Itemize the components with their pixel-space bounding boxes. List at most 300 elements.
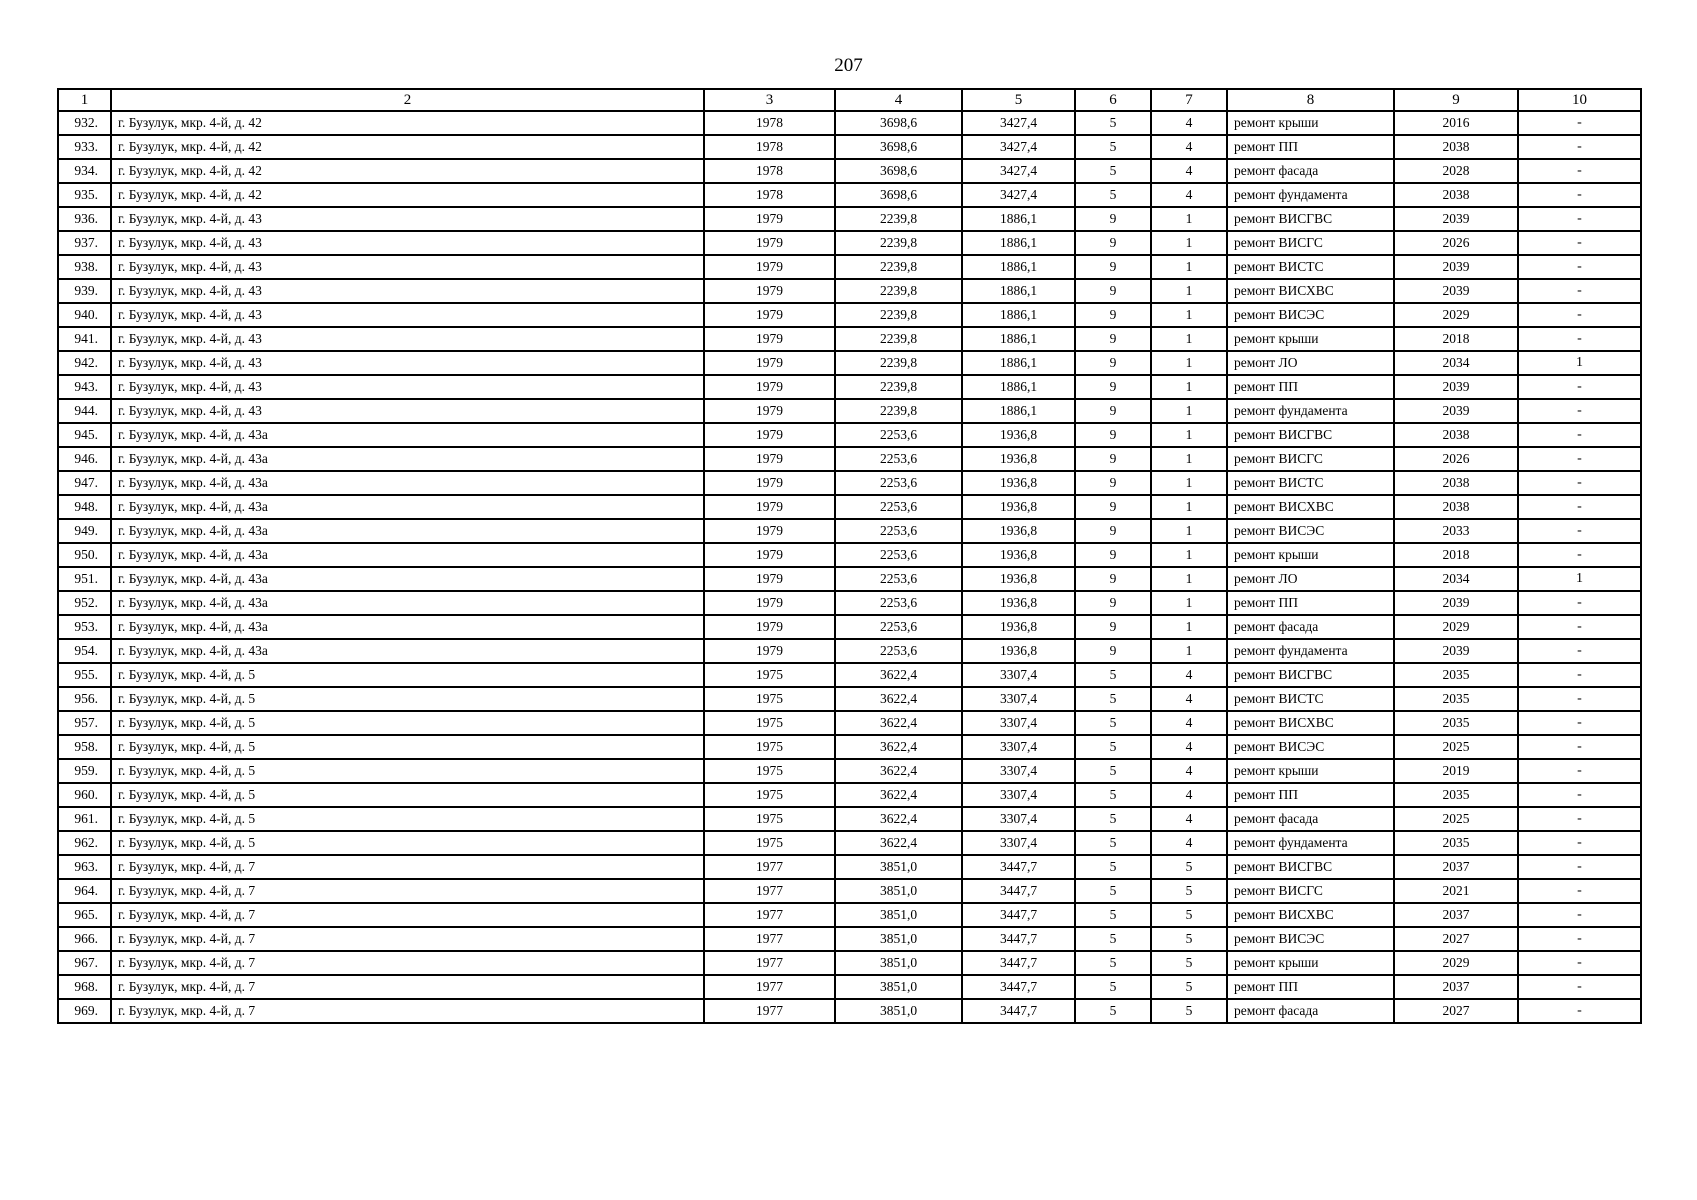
cell-floors: 9 [1075, 279, 1151, 303]
cell-planned-year: 2028 [1394, 159, 1518, 183]
cell-work-type: ремонт ВИСГВС [1227, 855, 1394, 879]
cell-column-10-value: - [1518, 447, 1641, 471]
cell-entrances: 4 [1151, 783, 1227, 807]
table-row [58, 399, 1641, 423]
cell-build-year: 1977 [704, 855, 835, 879]
cell-floors: 9 [1075, 375, 1151, 399]
cell-column-10-value: - [1518, 831, 1641, 855]
cell-work-type: ремонт крыши [1227, 327, 1394, 351]
cell-work-type: ремонт фундамента [1227, 831, 1394, 855]
cell-living-area: 1886,1 [962, 207, 1075, 231]
table-row [58, 351, 1641, 375]
cell-build-year: 1975 [704, 735, 835, 759]
cell-column-10-value: - [1518, 519, 1641, 543]
cell-planned-year: 2029 [1394, 303, 1518, 327]
cell-address: г. Бузулук, мкр. 4-й, д. 43 [111, 399, 704, 423]
cell-entrances: 4 [1151, 759, 1227, 783]
cell-address: г. Бузулук, мкр. 4-й, д. 43 [111, 207, 704, 231]
cell-entrances: 1 [1151, 543, 1227, 567]
cell-total-area: 2253,6 [835, 423, 962, 447]
cell-row-number: 956. [58, 687, 111, 711]
cell-entrances: 4 [1151, 687, 1227, 711]
cell-total-area: 2239,8 [835, 375, 962, 399]
cell-living-area: 1886,1 [962, 255, 1075, 279]
cell-work-type: ремонт ВИСГВС [1227, 207, 1394, 231]
cell-living-area: 1936,8 [962, 591, 1075, 615]
cell-total-area: 3698,6 [835, 159, 962, 183]
cell-work-type: ремонт ВИСХВС [1227, 279, 1394, 303]
cell-entrances: 1 [1151, 615, 1227, 639]
cell-build-year: 1979 [704, 255, 835, 279]
cell-floors: 9 [1075, 255, 1151, 279]
cell-column-10-value: - [1518, 951, 1641, 975]
cell-build-year: 1979 [704, 231, 835, 255]
cell-living-area: 3447,7 [962, 903, 1075, 927]
cell-floors: 9 [1075, 591, 1151, 615]
cell-total-area: 2253,6 [835, 615, 962, 639]
cell-address: г. Бузулук, мкр. 4-й, д. 7 [111, 879, 704, 903]
cell-address: г. Бузулук, мкр. 4-й, д. 43а [111, 519, 704, 543]
column-header-6: 6 [1075, 89, 1151, 111]
cell-build-year: 1978 [704, 183, 835, 207]
cell-living-area: 3447,7 [962, 879, 1075, 903]
cell-floors: 9 [1075, 543, 1151, 567]
cell-column-10-value: - [1518, 735, 1641, 759]
cell-row-number: 951. [58, 567, 111, 591]
table-row [58, 807, 1641, 831]
cell-address: г. Бузулук, мкр. 4-й, д. 5 [111, 735, 704, 759]
cell-total-area: 2253,6 [835, 471, 962, 495]
cell-entrances: 1 [1151, 471, 1227, 495]
cell-total-area: 3851,0 [835, 855, 962, 879]
cell-address: г. Бузулук, мкр. 4-й, д. 43 [111, 255, 704, 279]
table-row [58, 183, 1641, 207]
cell-column-10-value: - [1518, 591, 1641, 615]
cell-planned-year: 2035 [1394, 687, 1518, 711]
cell-row-number: 949. [58, 519, 111, 543]
cell-work-type: ремонт ВИСТС [1227, 687, 1394, 711]
table-row [58, 471, 1641, 495]
cell-living-area: 3307,4 [962, 807, 1075, 831]
cell-column-10-value: - [1518, 423, 1641, 447]
table-row [58, 999, 1641, 1023]
cell-total-area: 2239,8 [835, 255, 962, 279]
cell-planned-year: 2039 [1394, 207, 1518, 231]
cell-row-number: 953. [58, 615, 111, 639]
cell-total-area: 3622,4 [835, 783, 962, 807]
cell-entrances: 1 [1151, 303, 1227, 327]
cell-floors: 9 [1075, 327, 1151, 351]
table-row [58, 615, 1641, 639]
page-number: 207 [834, 55, 863, 76]
cell-entrances: 5 [1151, 999, 1227, 1023]
cell-entrances: 1 [1151, 327, 1227, 351]
cell-work-type: ремонт ВИСХВС [1227, 903, 1394, 927]
cell-build-year: 1979 [704, 471, 835, 495]
cell-total-area: 3622,4 [835, 759, 962, 783]
cell-build-year: 1975 [704, 807, 835, 831]
cell-build-year: 1978 [704, 135, 835, 159]
cell-planned-year: 2039 [1394, 279, 1518, 303]
cell-address: г. Бузулук, мкр. 4-й, д. 42 [111, 159, 704, 183]
column-header-8: 8 [1227, 89, 1394, 111]
cell-column-10-value: - [1518, 183, 1641, 207]
cell-planned-year: 2021 [1394, 879, 1518, 903]
cell-living-area: 3427,4 [962, 135, 1075, 159]
cell-total-area: 3698,6 [835, 135, 962, 159]
cell-address: г. Бузулук, мкр. 4-й, д. 42 [111, 183, 704, 207]
table-row [58, 879, 1641, 903]
cell-row-number: 957. [58, 711, 111, 735]
cell-address: г. Бузулук, мкр. 4-й, д. 5 [111, 663, 704, 687]
cell-living-area: 3307,4 [962, 735, 1075, 759]
cell-planned-year: 2026 [1394, 447, 1518, 471]
cell-row-number: 969. [58, 999, 111, 1023]
column-header-2: 2 [111, 89, 704, 111]
cell-entrances: 1 [1151, 567, 1227, 591]
cell-entrances: 1 [1151, 591, 1227, 615]
cell-column-10-value: - [1518, 543, 1641, 567]
cell-address: г. Бузулук, мкр. 4-й, д. 43 [111, 231, 704, 255]
cell-column-10-value: - [1518, 711, 1641, 735]
cell-work-type: ремонт крыши [1227, 543, 1394, 567]
cell-work-type: ремонт ВИСЭС [1227, 927, 1394, 951]
table-row [58, 303, 1641, 327]
cell-living-area: 1936,8 [962, 423, 1075, 447]
cell-build-year: 1979 [704, 591, 835, 615]
cell-entrances: 1 [1151, 207, 1227, 231]
cell-planned-year: 2039 [1394, 591, 1518, 615]
cell-address: г. Бузулук, мкр. 4-й, д. 43 [111, 351, 704, 375]
cell-living-area: 3307,4 [962, 759, 1075, 783]
cell-floors: 5 [1075, 159, 1151, 183]
cell-column-10-value: - [1518, 255, 1641, 279]
cell-column-10-value: - [1518, 999, 1641, 1023]
column-header-3: 3 [704, 89, 835, 111]
table-row [58, 759, 1641, 783]
cell-planned-year: 2037 [1394, 855, 1518, 879]
cell-entrances: 4 [1151, 663, 1227, 687]
cell-address: г. Бузулук, мкр. 4-й, д. 7 [111, 999, 704, 1023]
cell-row-number: 934. [58, 159, 111, 183]
cell-column-10-value: - [1518, 207, 1641, 231]
cell-work-type: ремонт ЛО [1227, 351, 1394, 375]
cell-total-area: 2239,8 [835, 303, 962, 327]
cell-address: г. Бузулук, мкр. 4-й, д. 43 [111, 375, 704, 399]
cell-work-type: ремонт фасада [1227, 999, 1394, 1023]
repair-schedule-table [57, 88, 1642, 1024]
cell-entrances: 5 [1151, 855, 1227, 879]
cell-planned-year: 2039 [1394, 375, 1518, 399]
table-row [58, 639, 1641, 663]
cell-build-year: 1978 [704, 159, 835, 183]
cell-row-number: 950. [58, 543, 111, 567]
cell-floors: 9 [1075, 423, 1151, 447]
cell-entrances: 1 [1151, 279, 1227, 303]
cell-address: г. Бузулук, мкр. 4-й, д. 5 [111, 759, 704, 783]
cell-floors: 9 [1075, 207, 1151, 231]
cell-total-area: 2253,6 [835, 639, 962, 663]
cell-living-area: 3307,4 [962, 711, 1075, 735]
cell-total-area: 2253,6 [835, 495, 962, 519]
cell-living-area: 1936,8 [962, 447, 1075, 471]
cell-address: г. Бузулук, мкр. 4-й, д. 42 [111, 135, 704, 159]
cell-build-year: 1975 [704, 759, 835, 783]
cell-work-type: ремонт фундамента [1227, 399, 1394, 423]
cell-row-number: 965. [58, 903, 111, 927]
cell-total-area: 2253,6 [835, 591, 962, 615]
cell-living-area: 1936,8 [962, 495, 1075, 519]
cell-row-number: 941. [58, 327, 111, 351]
cell-column-10-value: - [1518, 615, 1641, 639]
cell-row-number: 958. [58, 735, 111, 759]
cell-build-year: 1975 [704, 711, 835, 735]
header-row [58, 89, 1641, 111]
cell-entrances: 4 [1151, 807, 1227, 831]
cell-floors: 9 [1075, 231, 1151, 255]
cell-living-area: 3307,4 [962, 831, 1075, 855]
cell-column-10-value: - [1518, 135, 1641, 159]
cell-build-year: 1975 [704, 831, 835, 855]
table-row [58, 495, 1641, 519]
table-row [58, 855, 1641, 879]
cell-row-number: 938. [58, 255, 111, 279]
cell-address: г. Бузулук, мкр. 4-й, д. 5 [111, 687, 704, 711]
cell-work-type: ремонт ВИСГС [1227, 879, 1394, 903]
cell-build-year: 1979 [704, 207, 835, 231]
cell-living-area: 1936,8 [962, 543, 1075, 567]
cell-work-type: ремонт ПП [1227, 591, 1394, 615]
cell-entrances: 4 [1151, 111, 1227, 135]
table-row [58, 975, 1641, 999]
cell-living-area: 3447,7 [962, 951, 1075, 975]
cell-work-type: ремонт фундамента [1227, 183, 1394, 207]
table-row [58, 279, 1641, 303]
cell-floors: 5 [1075, 951, 1151, 975]
cell-row-number: 966. [58, 927, 111, 951]
cell-row-number: 935. [58, 183, 111, 207]
cell-total-area: 2253,6 [835, 543, 962, 567]
cell-work-type: ремонт ВИСГС [1227, 231, 1394, 255]
table-row [58, 903, 1641, 927]
cell-build-year: 1979 [704, 423, 835, 447]
cell-floors: 5 [1075, 783, 1151, 807]
cell-column-10-value: - [1518, 327, 1641, 351]
table-body [58, 111, 1641, 1023]
cell-build-year: 1979 [704, 375, 835, 399]
cell-row-number: 939. [58, 279, 111, 303]
cell-build-year: 1979 [704, 351, 835, 375]
cell-planned-year: 2027 [1394, 999, 1518, 1023]
cell-work-type: ремонт крыши [1227, 759, 1394, 783]
cell-work-type: ремонт ВИСГВС [1227, 663, 1394, 687]
cell-row-number: 936. [58, 207, 111, 231]
cell-row-number: 937. [58, 231, 111, 255]
cell-column-10-value: - [1518, 111, 1641, 135]
cell-work-type: ремонт ПП [1227, 783, 1394, 807]
cell-address: г. Бузулук, мкр. 4-й, д. 43 [111, 303, 704, 327]
cell-entrances: 1 [1151, 375, 1227, 399]
cell-entrances: 4 [1151, 711, 1227, 735]
cell-address: г. Бузулук, мкр. 4-й, д. 43а [111, 615, 704, 639]
cell-total-area: 2239,8 [835, 351, 962, 375]
cell-entrances: 1 [1151, 423, 1227, 447]
cell-entrances: 5 [1151, 975, 1227, 999]
cell-planned-year: 2025 [1394, 807, 1518, 831]
cell-build-year: 1979 [704, 279, 835, 303]
cell-work-type: ремонт ВИСТС [1227, 255, 1394, 279]
cell-total-area: 3851,0 [835, 903, 962, 927]
cell-address: г. Бузулук, мкр. 4-й, д. 43а [111, 639, 704, 663]
cell-floors: 5 [1075, 663, 1151, 687]
cell-build-year: 1977 [704, 903, 835, 927]
cell-entrances: 1 [1151, 519, 1227, 543]
cell-planned-year: 2035 [1394, 783, 1518, 807]
cell-floors: 5 [1075, 903, 1151, 927]
cell-total-area: 2253,6 [835, 567, 962, 591]
cell-total-area: 2253,6 [835, 519, 962, 543]
table-row [58, 111, 1641, 135]
cell-address: г. Бузулук, мкр. 4-й, д. 43а [111, 567, 704, 591]
cell-planned-year: 2018 [1394, 543, 1518, 567]
table-row [58, 447, 1641, 471]
cell-entrances: 5 [1151, 951, 1227, 975]
cell-column-10-value: - [1518, 159, 1641, 183]
cell-planned-year: 2037 [1394, 975, 1518, 999]
cell-floors: 5 [1075, 855, 1151, 879]
cell-planned-year: 2038 [1394, 471, 1518, 495]
cell-row-number: 952. [58, 591, 111, 615]
cell-planned-year: 2037 [1394, 903, 1518, 927]
table-row [58, 327, 1641, 351]
cell-row-number: 933. [58, 135, 111, 159]
cell-total-area: 3851,0 [835, 951, 962, 975]
cell-address: г. Бузулук, мкр. 4-й, д. 43а [111, 447, 704, 471]
cell-planned-year: 2038 [1394, 495, 1518, 519]
cell-living-area: 1886,1 [962, 303, 1075, 327]
cell-total-area: 3851,0 [835, 975, 962, 999]
table-row [58, 231, 1641, 255]
cell-floors: 9 [1075, 567, 1151, 591]
cell-floors: 9 [1075, 471, 1151, 495]
cell-row-number: 932. [58, 111, 111, 135]
cell-build-year: 1977 [704, 975, 835, 999]
cell-total-area: 3851,0 [835, 927, 962, 951]
cell-address: г. Бузулук, мкр. 4-й, д. 43 [111, 327, 704, 351]
table-row [58, 255, 1641, 279]
cell-row-number: 959. [58, 759, 111, 783]
cell-planned-year: 2038 [1394, 423, 1518, 447]
cell-work-type: ремонт ВИСХВС [1227, 495, 1394, 519]
cell-column-10-value: - [1518, 807, 1641, 831]
cell-planned-year: 2039 [1394, 639, 1518, 663]
cell-row-number: 940. [58, 303, 111, 327]
cell-column-10-value: - [1518, 879, 1641, 903]
cell-column-10-value: - [1518, 495, 1641, 519]
table-row [58, 543, 1641, 567]
cell-address: г. Бузулук, мкр. 4-й, д. 43 [111, 279, 704, 303]
cell-column-10-value: - [1518, 903, 1641, 927]
cell-planned-year: 2035 [1394, 831, 1518, 855]
cell-row-number: 961. [58, 807, 111, 831]
table-row [58, 135, 1641, 159]
cell-address: г. Бузулук, мкр. 4-й, д. 7 [111, 855, 704, 879]
cell-floors: 9 [1075, 495, 1151, 519]
cell-address: г. Бузулук, мкр. 4-й, д. 43а [111, 423, 704, 447]
cell-living-area: 1936,8 [962, 615, 1075, 639]
cell-work-type: ремонт ВИСТС [1227, 471, 1394, 495]
cell-column-10-value: - [1518, 639, 1641, 663]
cell-total-area: 3698,6 [835, 183, 962, 207]
cell-address: г. Бузулук, мкр. 4-й, д. 7 [111, 951, 704, 975]
cell-build-year: 1979 [704, 303, 835, 327]
cell-floors: 9 [1075, 303, 1151, 327]
cell-planned-year: 2026 [1394, 231, 1518, 255]
cell-planned-year: 2025 [1394, 735, 1518, 759]
cell-build-year: 1979 [704, 615, 835, 639]
cell-planned-year: 2035 [1394, 711, 1518, 735]
cell-row-number: 967. [58, 951, 111, 975]
cell-address: г. Бузулук, мкр. 4-й, д. 7 [111, 903, 704, 927]
cell-total-area: 3622,4 [835, 711, 962, 735]
cell-address: г. Бузулук, мкр. 4-й, д. 5 [111, 783, 704, 807]
cell-living-area: 1886,1 [962, 351, 1075, 375]
cell-column-10-value: 1 [1518, 567, 1641, 591]
cell-column-10-value: 1 [1518, 351, 1641, 375]
column-header-1: 1 [58, 89, 111, 111]
cell-living-area: 1886,1 [962, 327, 1075, 351]
cell-living-area: 3307,4 [962, 783, 1075, 807]
cell-floors: 5 [1075, 831, 1151, 855]
cell-planned-year: 2029 [1394, 951, 1518, 975]
cell-total-area: 2239,8 [835, 327, 962, 351]
table-row [58, 951, 1641, 975]
table-row [58, 423, 1641, 447]
cell-entrances: 1 [1151, 399, 1227, 423]
cell-work-type: ремонт фасада [1227, 159, 1394, 183]
cell-planned-year: 2035 [1394, 663, 1518, 687]
cell-living-area: 1886,1 [962, 399, 1075, 423]
cell-living-area: 3447,7 [962, 975, 1075, 999]
cell-build-year: 1975 [704, 663, 835, 687]
table-row [58, 831, 1641, 855]
cell-address: г. Бузулук, мкр. 4-й, д. 7 [111, 927, 704, 951]
cell-floors: 5 [1075, 711, 1151, 735]
cell-entrances: 5 [1151, 927, 1227, 951]
table-row [58, 687, 1641, 711]
cell-address: г. Бузулук, мкр. 4-й, д. 43а [111, 495, 704, 519]
cell-entrances: 1 [1151, 231, 1227, 255]
table-row [58, 567, 1641, 591]
cell-planned-year: 2038 [1394, 183, 1518, 207]
cell-column-10-value: - [1518, 687, 1641, 711]
cell-work-type: ремонт ПП [1227, 975, 1394, 999]
cell-work-type: ремонт фундамента [1227, 639, 1394, 663]
table-row [58, 735, 1641, 759]
cell-build-year: 1975 [704, 687, 835, 711]
cell-living-area: 1936,8 [962, 471, 1075, 495]
cell-entrances: 1 [1151, 255, 1227, 279]
table-row [58, 663, 1641, 687]
cell-work-type: ремонт фасада [1227, 807, 1394, 831]
cell-work-type: ремонт ПП [1227, 375, 1394, 399]
cell-living-area: 1886,1 [962, 375, 1075, 399]
cell-total-area: 3698,6 [835, 111, 962, 135]
cell-column-10-value: - [1518, 759, 1641, 783]
cell-total-area: 2239,8 [835, 207, 962, 231]
cell-column-10-value: - [1518, 399, 1641, 423]
cell-living-area: 1936,8 [962, 519, 1075, 543]
